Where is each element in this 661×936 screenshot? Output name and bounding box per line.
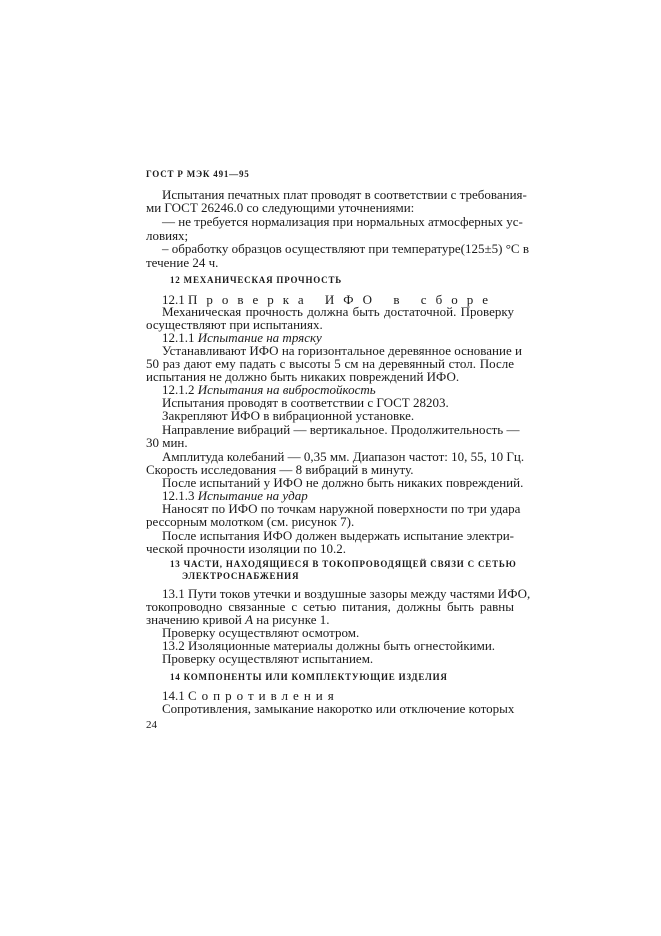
text-line: Механическая прочность должна быть достаточной. Проверку [162,304,514,319]
text-line: осуществляют при испытаниях. [146,317,323,332]
page-number: 24 [146,719,157,731]
text-fragment: на рисунке 1. [253,612,330,627]
spaced-title: Проверка ИФО в сборе [188,292,498,307]
text-line: течение 24 ч. [146,255,219,270]
italic-title: Испытание на тряску [197,330,322,345]
text-line: Проверку осуществляют осмотром. [162,625,360,640]
text-line: Сопротивления, замыкание накоротко или отключение которых [162,701,515,716]
text-line: 13.1 Пути токов утечки и воздушные зазоры между частями ИФО, [162,586,531,601]
running-header: ГОСТ Р МЭК 491—95 [146,169,250,179]
italic-title: Испытание на удар [197,488,308,503]
text-line: Испытания печатных плат проводят в соответствии с требования- [162,187,527,202]
text-line: Закрепляют ИФО в вибрационной установке. [162,408,415,423]
section-heading-cont: ЭЛЕКТРОСНАБЖЕНИЯ [182,571,300,581]
text-line: Проверку осуществляют испытанием. [162,651,374,666]
text-line: Амплитуда колебаний — 0,35 мм. Диапазон частот: 10, 55, 10 Гц. [162,449,525,464]
text-line: После испытаний у ИФО не должно быть никаких повреждений. [162,475,524,490]
section-number: 12.1.3 [162,488,198,503]
text-line: — не требуется нормализация при нормальных атмосферных ус- [162,214,523,229]
text-line: – обработку образцов осуществляют при температуре(125±5) °С в [162,241,529,256]
text-line: токопроводно связанные с сетью питания, должны быть равны [146,599,514,614]
text-line: Скорость исследования — 8 вибраций в минуту. [146,462,414,477]
section-heading: 14 КОМПОНЕНТЫ ИЛИ КОМПЛЕКТУЮЩИЕ ИЗДЕЛИЯ [170,672,448,682]
text-line: 30 мин. [146,435,188,450]
text-line: 50 раз дают ему падать с высоты 5 см на деревянный стол. После [146,356,514,371]
text-fragment: значению кривой [146,612,246,627]
curve-label: А [245,612,254,627]
italic-title: Испытания на вибростойкость [197,382,376,397]
section-number: 12.1.1 [162,330,198,345]
section-number: 12.1 [162,292,188,307]
spaced-title: Сопротивления [188,688,339,703]
text-line: ческой прочности изоляции по 10.2. [146,541,347,556]
section-heading: 12 МЕХАНИЧЕСКАЯ ПРОЧНОСТЬ [170,275,343,285]
text-line: рессорным молотком (см. рисунок 7). [146,514,355,529]
section-number: 14.1 [162,688,188,703]
text-line: Направление вибраций — вертикальное. Продолжительность — [162,422,520,437]
text-line: ми ГОСТ 26246.0 со следующими уточнениями: [146,200,415,215]
text-line: испытания не должно быть никаких повреждений ИФО. [146,369,460,384]
text-line: ловиях; [146,228,189,243]
text-line: 13.2 Изоляционные материалы должны быть огнестойкими. [162,638,496,653]
text-line: После испытания ИФО должен выдержать испытание электри- [162,528,514,543]
section-number: 12.1.2 [162,382,198,397]
text-line: Испытания проводят в соответствии с ГОСТ 28203. [162,395,449,410]
text-line: Устанавливают ИФО на горизонтальное деревянное основание и [162,343,522,358]
section-heading: 13 ЧАСТИ, НАХОДЯЩИЕСЯ В ТОКОПРОВОДЯЩЕЙ СВЯЗИ С СЕТЬЮ [170,559,517,569]
text-line: Наносят по ИФО по точкам наружной поверхности по три удара [162,501,521,516]
